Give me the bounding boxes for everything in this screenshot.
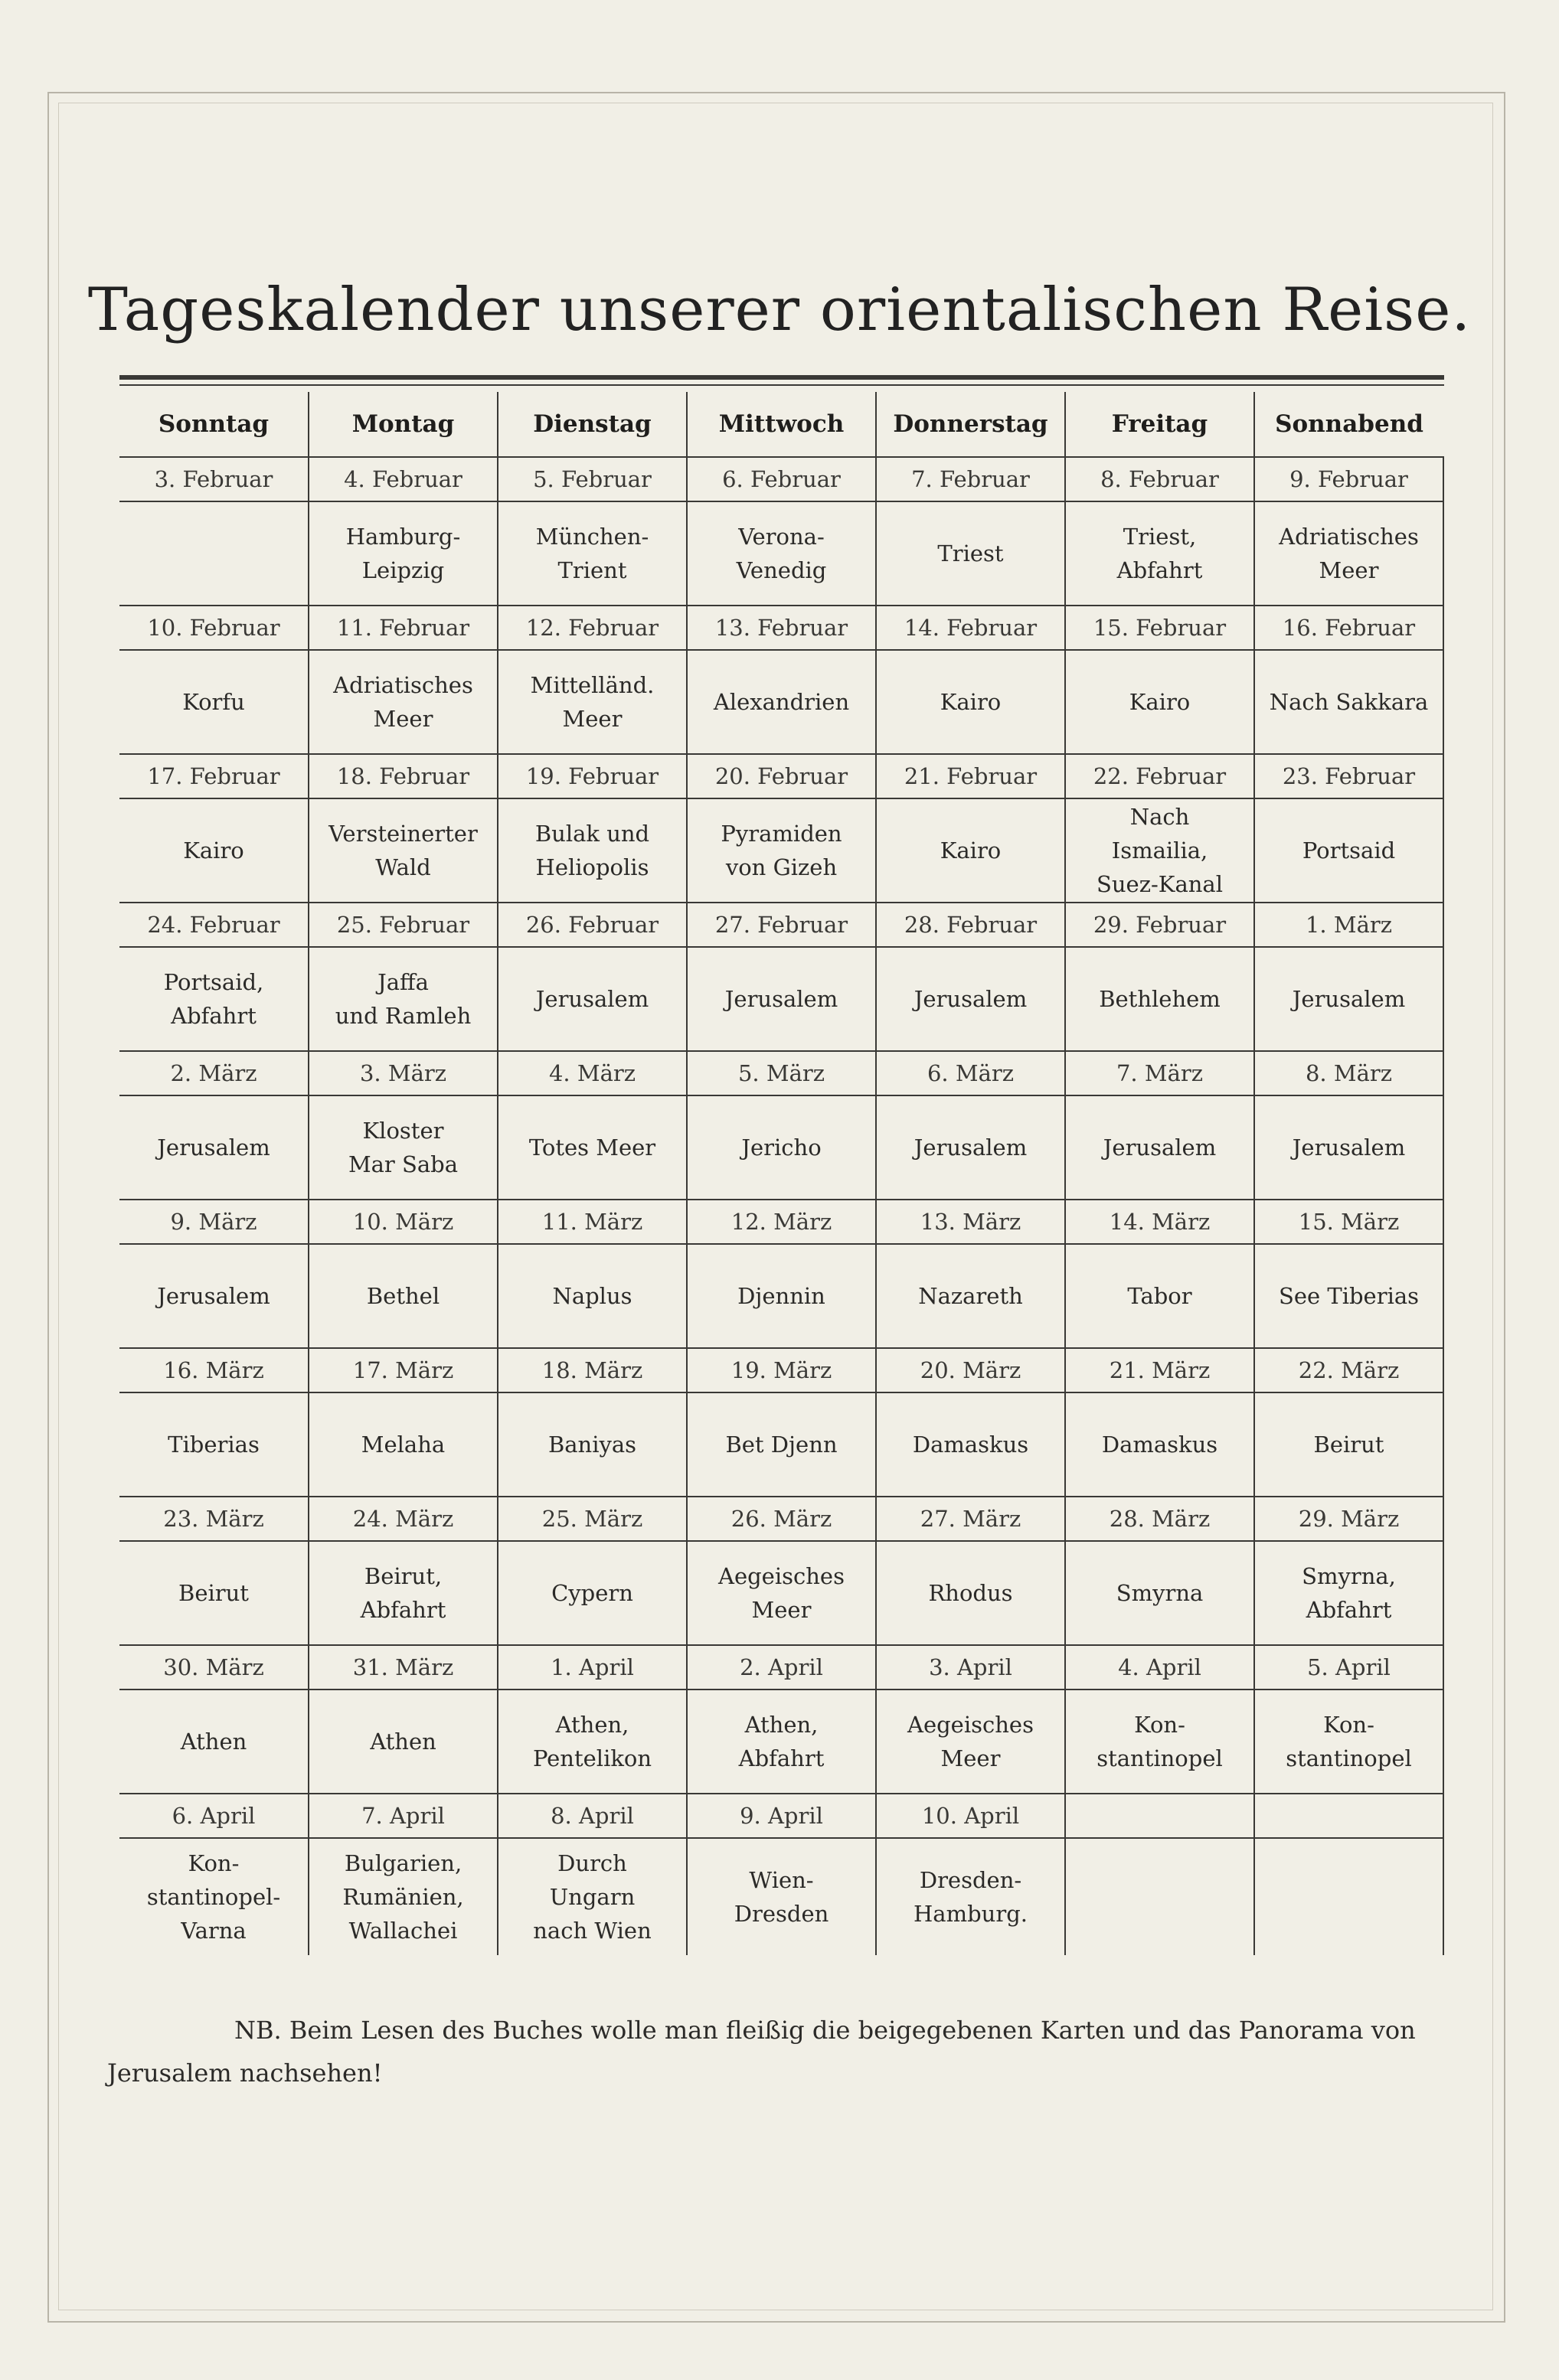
- date-cell: 7. April: [309, 1794, 498, 1838]
- weekday-header-row: [119, 392, 1443, 457]
- date-cell: 9. März: [119, 1200, 309, 1244]
- date-cell: 23. März: [119, 1497, 309, 1541]
- date-cell: 3. April: [876, 1645, 1065, 1690]
- date-cell: 2. April: [687, 1645, 876, 1690]
- place-cell: Versteinerter Wald: [309, 798, 498, 903]
- place-cell: Portsaid: [1254, 798, 1443, 903]
- date-cell: 6. April: [119, 1794, 309, 1838]
- place-cell: Athen: [309, 1690, 498, 1794]
- date-cell: 30. März: [119, 1645, 309, 1690]
- date-cell: 26. Februar: [498, 903, 687, 947]
- place-cell: Wien- Dresden: [687, 1838, 876, 1955]
- place-cell: Kairo: [1065, 650, 1254, 754]
- place-cell: Bethel: [309, 1244, 498, 1348]
- date-cell: 9. Februar: [1254, 457, 1443, 501]
- date-row: [119, 1794, 1443, 1838]
- date-cell: 14. März: [1065, 1200, 1254, 1244]
- place-cell: Mittelländ. Meer: [498, 650, 687, 754]
- place-cell: Jerusalem: [1065, 1095, 1254, 1200]
- date-cell: 12. Februar: [498, 606, 687, 650]
- place-cell: Damaskus: [1065, 1392, 1254, 1497]
- place-cell: [119, 501, 309, 606]
- date-cell: 20. Februar: [687, 754, 876, 798]
- place-cell: Pyramiden von Gizeh: [687, 798, 876, 903]
- place-cell: Beirut: [119, 1541, 309, 1645]
- place-cell: Dresden- Hamburg.: [876, 1838, 1065, 1955]
- place-cell: Jerusalem: [1254, 947, 1443, 1051]
- title-rule-thin: [119, 384, 1444, 386]
- place-cell: Djennin: [687, 1244, 876, 1348]
- date-cell: 31. März: [309, 1645, 498, 1690]
- date-row: [119, 1348, 1443, 1392]
- place-cell: Verona- Venedig: [687, 501, 876, 606]
- date-row: [119, 754, 1443, 798]
- date-cell: 18. Februar: [309, 754, 498, 798]
- place-cell: Jerusalem: [119, 1095, 309, 1200]
- place-cell: [1065, 1838, 1254, 1955]
- date-cell: 29. Februar: [1065, 903, 1254, 947]
- date-cell: 5. April: [1254, 1645, 1443, 1690]
- date-cell: 26. März: [687, 1497, 876, 1541]
- place-cell: Kairo: [119, 798, 309, 903]
- place-row: [119, 947, 1443, 1051]
- date-row: [119, 1200, 1443, 1244]
- place-cell: Durch Ungarn nach Wien: [498, 1838, 687, 1955]
- place-cell: Jerusalem: [119, 1244, 309, 1348]
- date-cell: 15. März: [1254, 1200, 1443, 1244]
- place-cell: Nach Sakkara: [1254, 650, 1443, 754]
- date-cell: 19. März: [687, 1348, 876, 1392]
- date-cell: 4. März: [498, 1051, 687, 1095]
- weekday-header: Mittwoch: [687, 392, 876, 457]
- place-cell: Hamburg- Leipzig: [309, 501, 498, 606]
- weekday-header: Sonnabend: [1254, 392, 1443, 457]
- place-cell: Jerusalem: [876, 1095, 1065, 1200]
- place-row: [119, 1541, 1443, 1645]
- place-cell: Jaffa und Ramleh: [309, 947, 498, 1051]
- place-cell: Jerusalem: [687, 947, 876, 1051]
- place-cell: Kon- stantinopel- Varna: [119, 1838, 309, 1955]
- weekday-header: Sonntag: [119, 392, 309, 457]
- date-cell: 10. April: [876, 1794, 1065, 1838]
- place-cell: Damaskus: [876, 1392, 1065, 1497]
- date-cell: 11. März: [498, 1200, 687, 1244]
- place-cell: Portsaid, Abfahrt: [119, 947, 309, 1051]
- date-cell: [1065, 1794, 1254, 1838]
- place-row: [119, 1095, 1443, 1200]
- place-cell: Smyrna, Abfahrt: [1254, 1541, 1443, 1645]
- place-cell: Jerusalem: [1254, 1095, 1443, 1200]
- date-cell: 3. Februar: [119, 457, 309, 501]
- date-cell: 8. März: [1254, 1051, 1443, 1095]
- place-cell: Kloster Mar Saba: [309, 1095, 498, 1200]
- place-cell: Nach Ismailia, Suez-Kanal: [1065, 798, 1254, 903]
- date-cell: 24. März: [309, 1497, 498, 1541]
- place-cell: Athen: [119, 1690, 309, 1794]
- date-row: [119, 1497, 1443, 1541]
- date-cell: 1. April: [498, 1645, 687, 1690]
- date-cell: 21. Februar: [876, 754, 1065, 798]
- date-cell: 24. Februar: [119, 903, 309, 947]
- date-cell: 11. Februar: [309, 606, 498, 650]
- date-row: [119, 903, 1443, 947]
- date-cell: 13. März: [876, 1200, 1065, 1244]
- weekday-header: Donnerstag: [876, 392, 1065, 457]
- place-cell: Tiberias: [119, 1392, 309, 1497]
- place-cell: Kairo: [876, 798, 1065, 903]
- date-cell: 12. März: [687, 1200, 876, 1244]
- place-cell: Cypern: [498, 1541, 687, 1645]
- place-cell: Kon- stantinopel: [1254, 1690, 1443, 1794]
- date-cell: 7. März: [1065, 1051, 1254, 1095]
- date-cell: 6. Februar: [687, 457, 876, 501]
- date-cell: 16. Februar: [1254, 606, 1443, 650]
- date-cell: 8. April: [498, 1794, 687, 1838]
- date-cell: 28. März: [1065, 1497, 1254, 1541]
- date-cell: 3. März: [309, 1051, 498, 1095]
- place-cell: Nazareth: [876, 1244, 1065, 1348]
- place-cell: Beirut, Abfahrt: [309, 1541, 498, 1645]
- place-cell: Triest, Abfahrt: [1065, 501, 1254, 606]
- date-cell: 22. Februar: [1065, 754, 1254, 798]
- date-row: [119, 1051, 1443, 1095]
- place-cell: Adriatisches Meer: [1254, 501, 1443, 606]
- date-cell: 17. März: [309, 1348, 498, 1392]
- date-row: [119, 606, 1443, 650]
- date-cell: 23. Februar: [1254, 754, 1443, 798]
- place-cell: Aegeisches Meer: [687, 1541, 876, 1645]
- place-cell: Jericho: [687, 1095, 876, 1200]
- place-cell: Bethlehem: [1065, 947, 1254, 1051]
- date-cell: 25. März: [498, 1497, 687, 1541]
- date-cell: 29. März: [1254, 1497, 1443, 1541]
- place-cell: Athen, Abfahrt: [687, 1690, 876, 1794]
- date-cell: 27. Februar: [687, 903, 876, 947]
- calendar-body: [119, 457, 1443, 1955]
- date-cell: 17. Februar: [119, 754, 309, 798]
- date-cell: 22. März: [1254, 1348, 1443, 1392]
- place-cell: Naplus: [498, 1244, 687, 1348]
- place-cell: Alexandrien: [687, 650, 876, 754]
- date-cell: 28. Februar: [876, 903, 1065, 947]
- weekday-header: Dienstag: [498, 392, 687, 457]
- title-rule-thick: [119, 375, 1444, 380]
- place-cell: München- Trient: [498, 501, 687, 606]
- place-row: [119, 501, 1443, 606]
- date-cell: 15. Februar: [1065, 606, 1254, 650]
- place-cell: Rhodus: [876, 1541, 1065, 1645]
- date-cell: 1. März: [1254, 903, 1443, 947]
- place-cell: Athen, Pentelikon: [498, 1690, 687, 1794]
- place-row: [119, 650, 1443, 754]
- date-cell: 14. Februar: [876, 606, 1065, 650]
- page-title: Tageskalender unserer orientalischen Reise.: [87, 276, 1472, 344]
- place-row: [119, 1838, 1443, 1955]
- place-cell: Aegeisches Meer: [876, 1690, 1065, 1794]
- travel-calendar-table: [119, 392, 1444, 1955]
- place-cell: Totes Meer: [498, 1095, 687, 1200]
- date-cell: 13. Februar: [687, 606, 876, 650]
- place-cell: Melaha: [309, 1392, 498, 1497]
- place-cell: Smyrna: [1065, 1541, 1254, 1645]
- place-cell: Baniyas: [498, 1392, 687, 1497]
- date-cell: 2. März: [119, 1051, 309, 1095]
- place-cell: Bulgarien, Rumänien, Wallachei: [309, 1838, 498, 1955]
- place-row: [119, 1244, 1443, 1348]
- place-cell: Korfu: [119, 650, 309, 754]
- date-cell: 10. März: [309, 1200, 498, 1244]
- place-cell: Jerusalem: [876, 947, 1065, 1051]
- date-row: [119, 1645, 1443, 1690]
- place-cell: Kairo: [876, 650, 1065, 754]
- date-cell: 10. Februar: [119, 606, 309, 650]
- date-cell: 8. Februar: [1065, 457, 1254, 501]
- date-cell: 9. April: [687, 1794, 876, 1838]
- date-row: [119, 457, 1443, 501]
- date-cell: 25. Februar: [309, 903, 498, 947]
- place-row: [119, 798, 1443, 903]
- place-cell: Adriatisches Meer: [309, 650, 498, 754]
- place-cell: [1254, 1838, 1443, 1955]
- footnote: NB. Beim Lesen des Buches wolle man fleißig die beigegebenen Karten und das Panorama von Jerusalem nachsehen!: [107, 2016, 1416, 2088]
- date-cell: 4. Februar: [309, 457, 498, 501]
- place-cell: Kon- stantinopel: [1065, 1690, 1254, 1794]
- date-cell: 18. März: [498, 1348, 687, 1392]
- date-cell: 16. März: [119, 1348, 309, 1392]
- weekday-header: Freitag: [1065, 392, 1254, 457]
- place-cell: Jerusalem: [498, 947, 687, 1051]
- date-cell: 20. März: [876, 1348, 1065, 1392]
- weekday-header: Montag: [309, 392, 498, 457]
- date-cell: 6. März: [876, 1051, 1065, 1095]
- date-cell: 19. Februar: [498, 754, 687, 798]
- date-cell: 21. März: [1065, 1348, 1254, 1392]
- place-cell: Tabor: [1065, 1244, 1254, 1348]
- date-cell: 5. Februar: [498, 457, 687, 501]
- date-cell: 27. März: [876, 1497, 1065, 1541]
- place-cell: Bet Djenn: [687, 1392, 876, 1497]
- date-cell: 7. Februar: [876, 457, 1065, 501]
- place-cell: Beirut: [1254, 1392, 1443, 1497]
- date-cell: 5. März: [687, 1051, 876, 1095]
- place-cell: See Tiberias: [1254, 1244, 1443, 1348]
- date-cell: [1254, 1794, 1443, 1838]
- place-cell: Bulak und Heliopolis: [498, 798, 687, 903]
- date-cell: 4. April: [1065, 1645, 1254, 1690]
- place-cell: Triest: [876, 501, 1065, 606]
- place-row: [119, 1392, 1443, 1497]
- place-row: [119, 1690, 1443, 1794]
